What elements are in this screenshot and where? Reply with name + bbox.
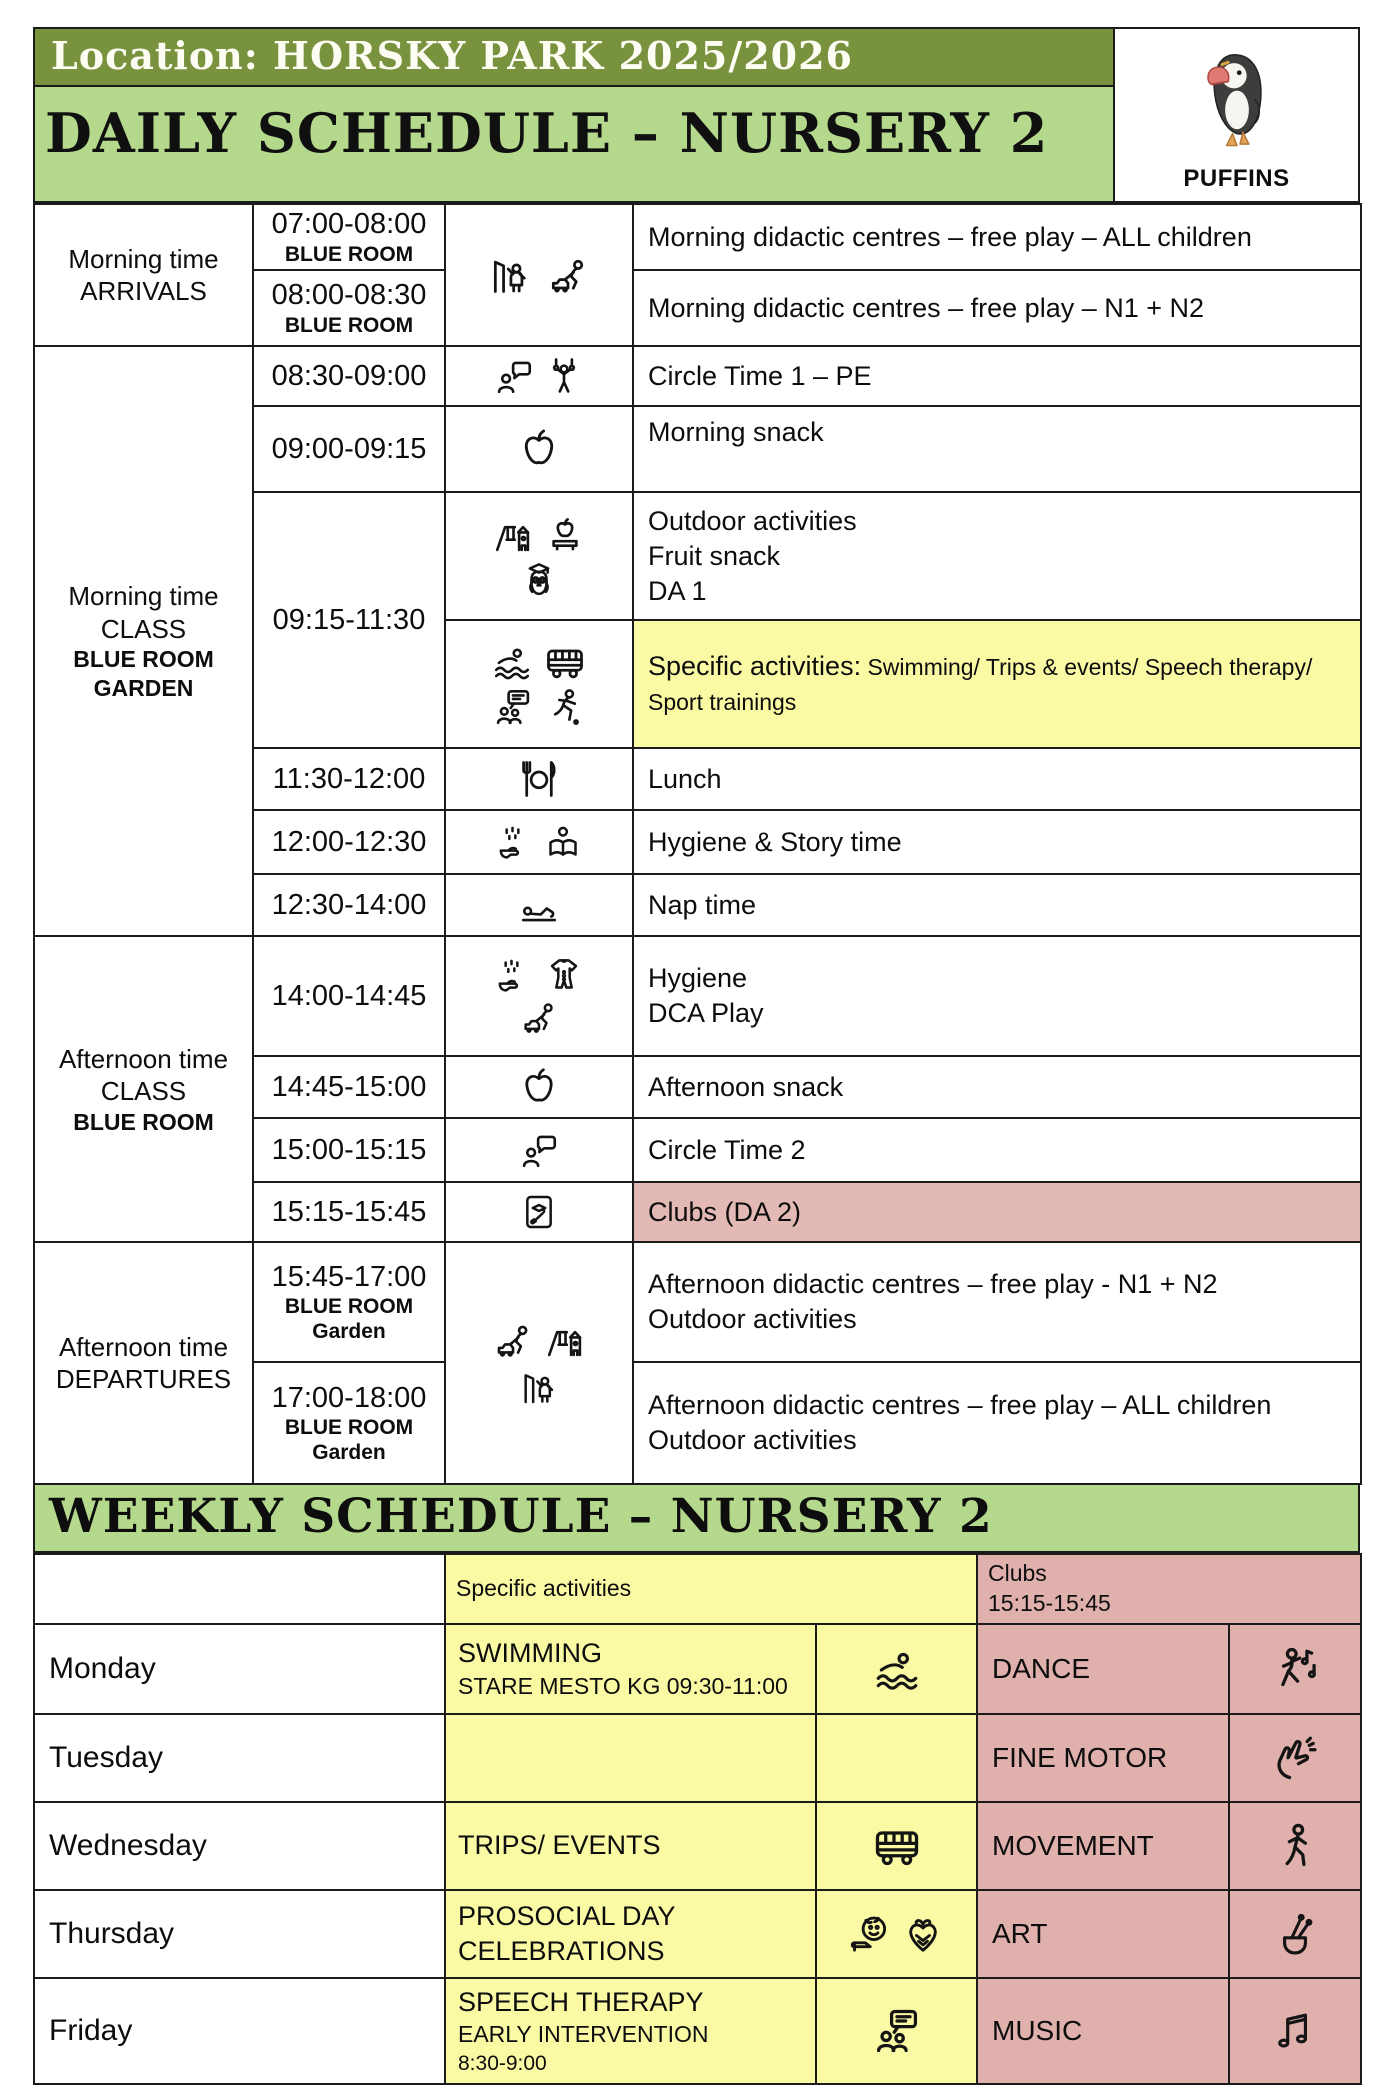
bus-icon — [543, 640, 587, 684]
weekly-title: WEEKLY SCHEDULE – NURSERY 2 — [33, 1485, 1360, 1553]
activity-cell: Hygiene DCA Play — [633, 936, 1361, 1056]
time-cell: 14:45-15:00 — [253, 1056, 445, 1118]
fruit-board-icon — [544, 514, 586, 556]
time-cell: 09:15-11:30 — [253, 492, 445, 748]
icon-cell-arrivals — [445, 204, 633, 346]
club-wednesday: MOVEMENT — [977, 1802, 1229, 1890]
club-thursday: ART — [977, 1890, 1229, 1978]
icon-cell-hygiene-dca — [445, 936, 633, 1056]
activity-cell: Morning didactic centres – free play – ALL children — [633, 204, 1361, 270]
day-label-wednesday: Wednesday — [34, 1802, 445, 1890]
paint-cup-icon — [1270, 1909, 1320, 1959]
icon-cell-snack — [445, 406, 633, 492]
location-banner: Location: HORSKY PARK 2025/2026 — [35, 29, 1113, 87]
icon-cell-departures — [445, 1242, 633, 1484]
child-toy-car-icon — [546, 253, 590, 297]
swimmer-icon — [872, 1644, 922, 1694]
child-toy-car-icon — [492, 1319, 534, 1361]
schedule-document — [33, 27, 1360, 2085]
icon-cell-outdoor — [445, 492, 633, 620]
time-cell: 14:00-14:45 — [253, 936, 445, 1056]
icon-cell-afternoon-snack — [445, 1056, 633, 1118]
activity-cell: Morning snack — [633, 406, 1361, 492]
person-speech-icon — [493, 355, 535, 397]
speech-group-icon — [492, 686, 534, 728]
club-icon-monday — [1229, 1624, 1361, 1714]
snapping-fingers-icon — [1269, 1732, 1321, 1784]
weekly-header-clubs: Clubs 15:15-15:45 — [977, 1554, 1361, 1624]
activity-thursday: PROSOCIAL DAY CELEBRATIONS — [445, 1890, 816, 1978]
waving-child-icon — [488, 253, 532, 297]
day-label-thursday: Thursday — [34, 1890, 445, 1978]
block-label-morning-class: Morning time CLASS BLUE ROOM GARDEN — [34, 346, 253, 936]
bus-icon — [871, 1820, 923, 1872]
heart-gift-icon — [900, 1911, 946, 1957]
activity-cell: Outdoor activities Fruit snack DA 1 — [633, 492, 1361, 620]
icon-cell-specific — [445, 620, 633, 748]
activity-icon-tuesday — [816, 1714, 977, 1802]
weekly-header-blank — [34, 1554, 445, 1624]
icon-cell-lunch — [445, 748, 633, 810]
apple-icon — [517, 1065, 561, 1109]
header-banners — [33, 27, 1113, 203]
time-cell: 15:15-15:45 — [253, 1182, 445, 1242]
walking-person-icon — [1269, 1820, 1321, 1872]
icon-cell-clubs — [445, 1182, 633, 1242]
cutlery-icon — [517, 757, 561, 801]
activity-icon-wednesday — [816, 1802, 977, 1890]
activity-wednesday: TRIPS/ EVENTS — [445, 1802, 816, 1890]
swimmer-icon — [491, 641, 533, 683]
icon-cell-circle-time2 — [445, 1118, 633, 1182]
time-cell: 15:00-15:15 — [253, 1118, 445, 1182]
mascot-label: PUFFINS — [1183, 165, 1290, 193]
activity-cell: Lunch — [633, 748, 1361, 810]
sleeping-child-icon — [518, 884, 560, 926]
club-icon-wednesday — [1229, 1802, 1361, 1890]
person-speech-icon — [518, 1129, 560, 1171]
time-cell: 09:00-09:15 — [253, 406, 445, 492]
child-toy-car-icon — [519, 997, 559, 1037]
time-cell: 12:00-12:30 — [253, 810, 445, 874]
time-cell: 15:45-17:00 BLUE ROOM Garden — [253, 1242, 445, 1362]
activity-cell: Nap time — [633, 874, 1361, 936]
activity-friday: SPEECH THERAPY EARLY INTERVENTION 8:30-9:00 — [445, 1978, 816, 2084]
clothes-icon — [544, 955, 584, 995]
activity-cell: Afternoon snack — [633, 1056, 1361, 1118]
weekly-header-specific: Specific activities — [445, 1554, 977, 1624]
waving-child-icon — [519, 1367, 559, 1407]
day-label-tuesday: Tuesday — [34, 1714, 445, 1802]
time-cell: 07:00-08:00 BLUE ROOM — [253, 204, 445, 270]
activity-cell: Afternoon didactic centres – free play – ALL children Outdoor activities — [633, 1362, 1361, 1484]
time-cell: 17:00-18:00 BLUE ROOM Garden — [253, 1362, 445, 1484]
time-cell: 08:00-08:30 BLUE ROOM — [253, 270, 445, 346]
block-label-afternoon-class: Afternoon time CLASS BLUE ROOM — [34, 936, 253, 1242]
hand-washing-icon — [494, 955, 534, 995]
activity-cell: Circle Time 2 — [633, 1118, 1361, 1182]
runner-icon — [544, 686, 586, 728]
activity-icon-friday — [816, 1978, 977, 2084]
activity-tuesday — [445, 1714, 816, 1802]
dancing-child-icon — [1269, 1643, 1321, 1695]
mascot-box — [1113, 27, 1360, 203]
club-icon-thursday — [1229, 1890, 1361, 1978]
activity-icon-thursday — [816, 1890, 977, 1978]
icon-cell-hygiene-story — [445, 810, 633, 874]
block-label-departures: Afternoon time DEPARTURES — [34, 1242, 253, 1484]
playground-icon — [492, 514, 534, 556]
playground-icon — [544, 1319, 586, 1361]
activity-cell: Circle Time 1 – PE — [633, 346, 1361, 406]
activity-cell: Morning didactic centres – free play – N1 + N2 — [633, 270, 1361, 346]
activity-icon-monday — [816, 1624, 977, 1714]
club-icon-tuesday — [1229, 1714, 1361, 1802]
club-icon-friday — [1229, 1978, 1361, 2084]
icon-cell-nap — [445, 874, 633, 936]
speech-group-icon — [871, 2005, 923, 2057]
time-cell: 08:30-09:00 — [253, 346, 445, 406]
music-notes-icon — [1270, 2006, 1320, 2056]
caring-face-icon — [848, 1911, 894, 1957]
activity-monday: SWIMMING STARE MESTO KG 09:30-11:00 — [445, 1624, 816, 1714]
header — [33, 27, 1360, 203]
time-cell: 12:30-14:00 — [253, 874, 445, 936]
club-tuesday: FINE MOTOR — [977, 1714, 1229, 1802]
day-label-monday: Monday — [34, 1624, 445, 1714]
puffin-icon — [1189, 43, 1285, 153]
activity-cell-specific: Specific activities: Swimming/ Trips & events/ Speech therapy/ Sport trainings — [633, 620, 1361, 748]
hand-washing-icon — [495, 822, 535, 862]
apple-icon — [516, 426, 562, 472]
activity-cell: Hygiene & Story time — [633, 810, 1361, 874]
owl-icon — [519, 558, 559, 598]
activity-cell-clubs: Clubs (DA 2) — [633, 1182, 1361, 1242]
club-friday: MUSIC — [977, 1978, 1229, 2084]
time-cell: 11:30-12:00 — [253, 748, 445, 810]
page-title: DAILY SCHEDULE – NURSERY 2 — [35, 87, 1113, 202]
daily-schedule-table — [33, 203, 1362, 1485]
activity-cell: Afternoon didactic centres – free play - N1 + N2 Outdoor activities — [633, 1242, 1361, 1362]
gym-rings-icon — [543, 355, 585, 397]
child-reading-icon — [543, 822, 583, 862]
day-label-friday: Friday — [34, 1978, 445, 2084]
block-label-arrivals: Morning time ARRIVALS — [34, 204, 253, 346]
weekly-schedule-table — [33, 1553, 1362, 2085]
icon-cell-circle-time-pe — [445, 346, 633, 406]
activity-card-icon — [519, 1192, 559, 1232]
club-monday: DANCE — [977, 1624, 1229, 1714]
